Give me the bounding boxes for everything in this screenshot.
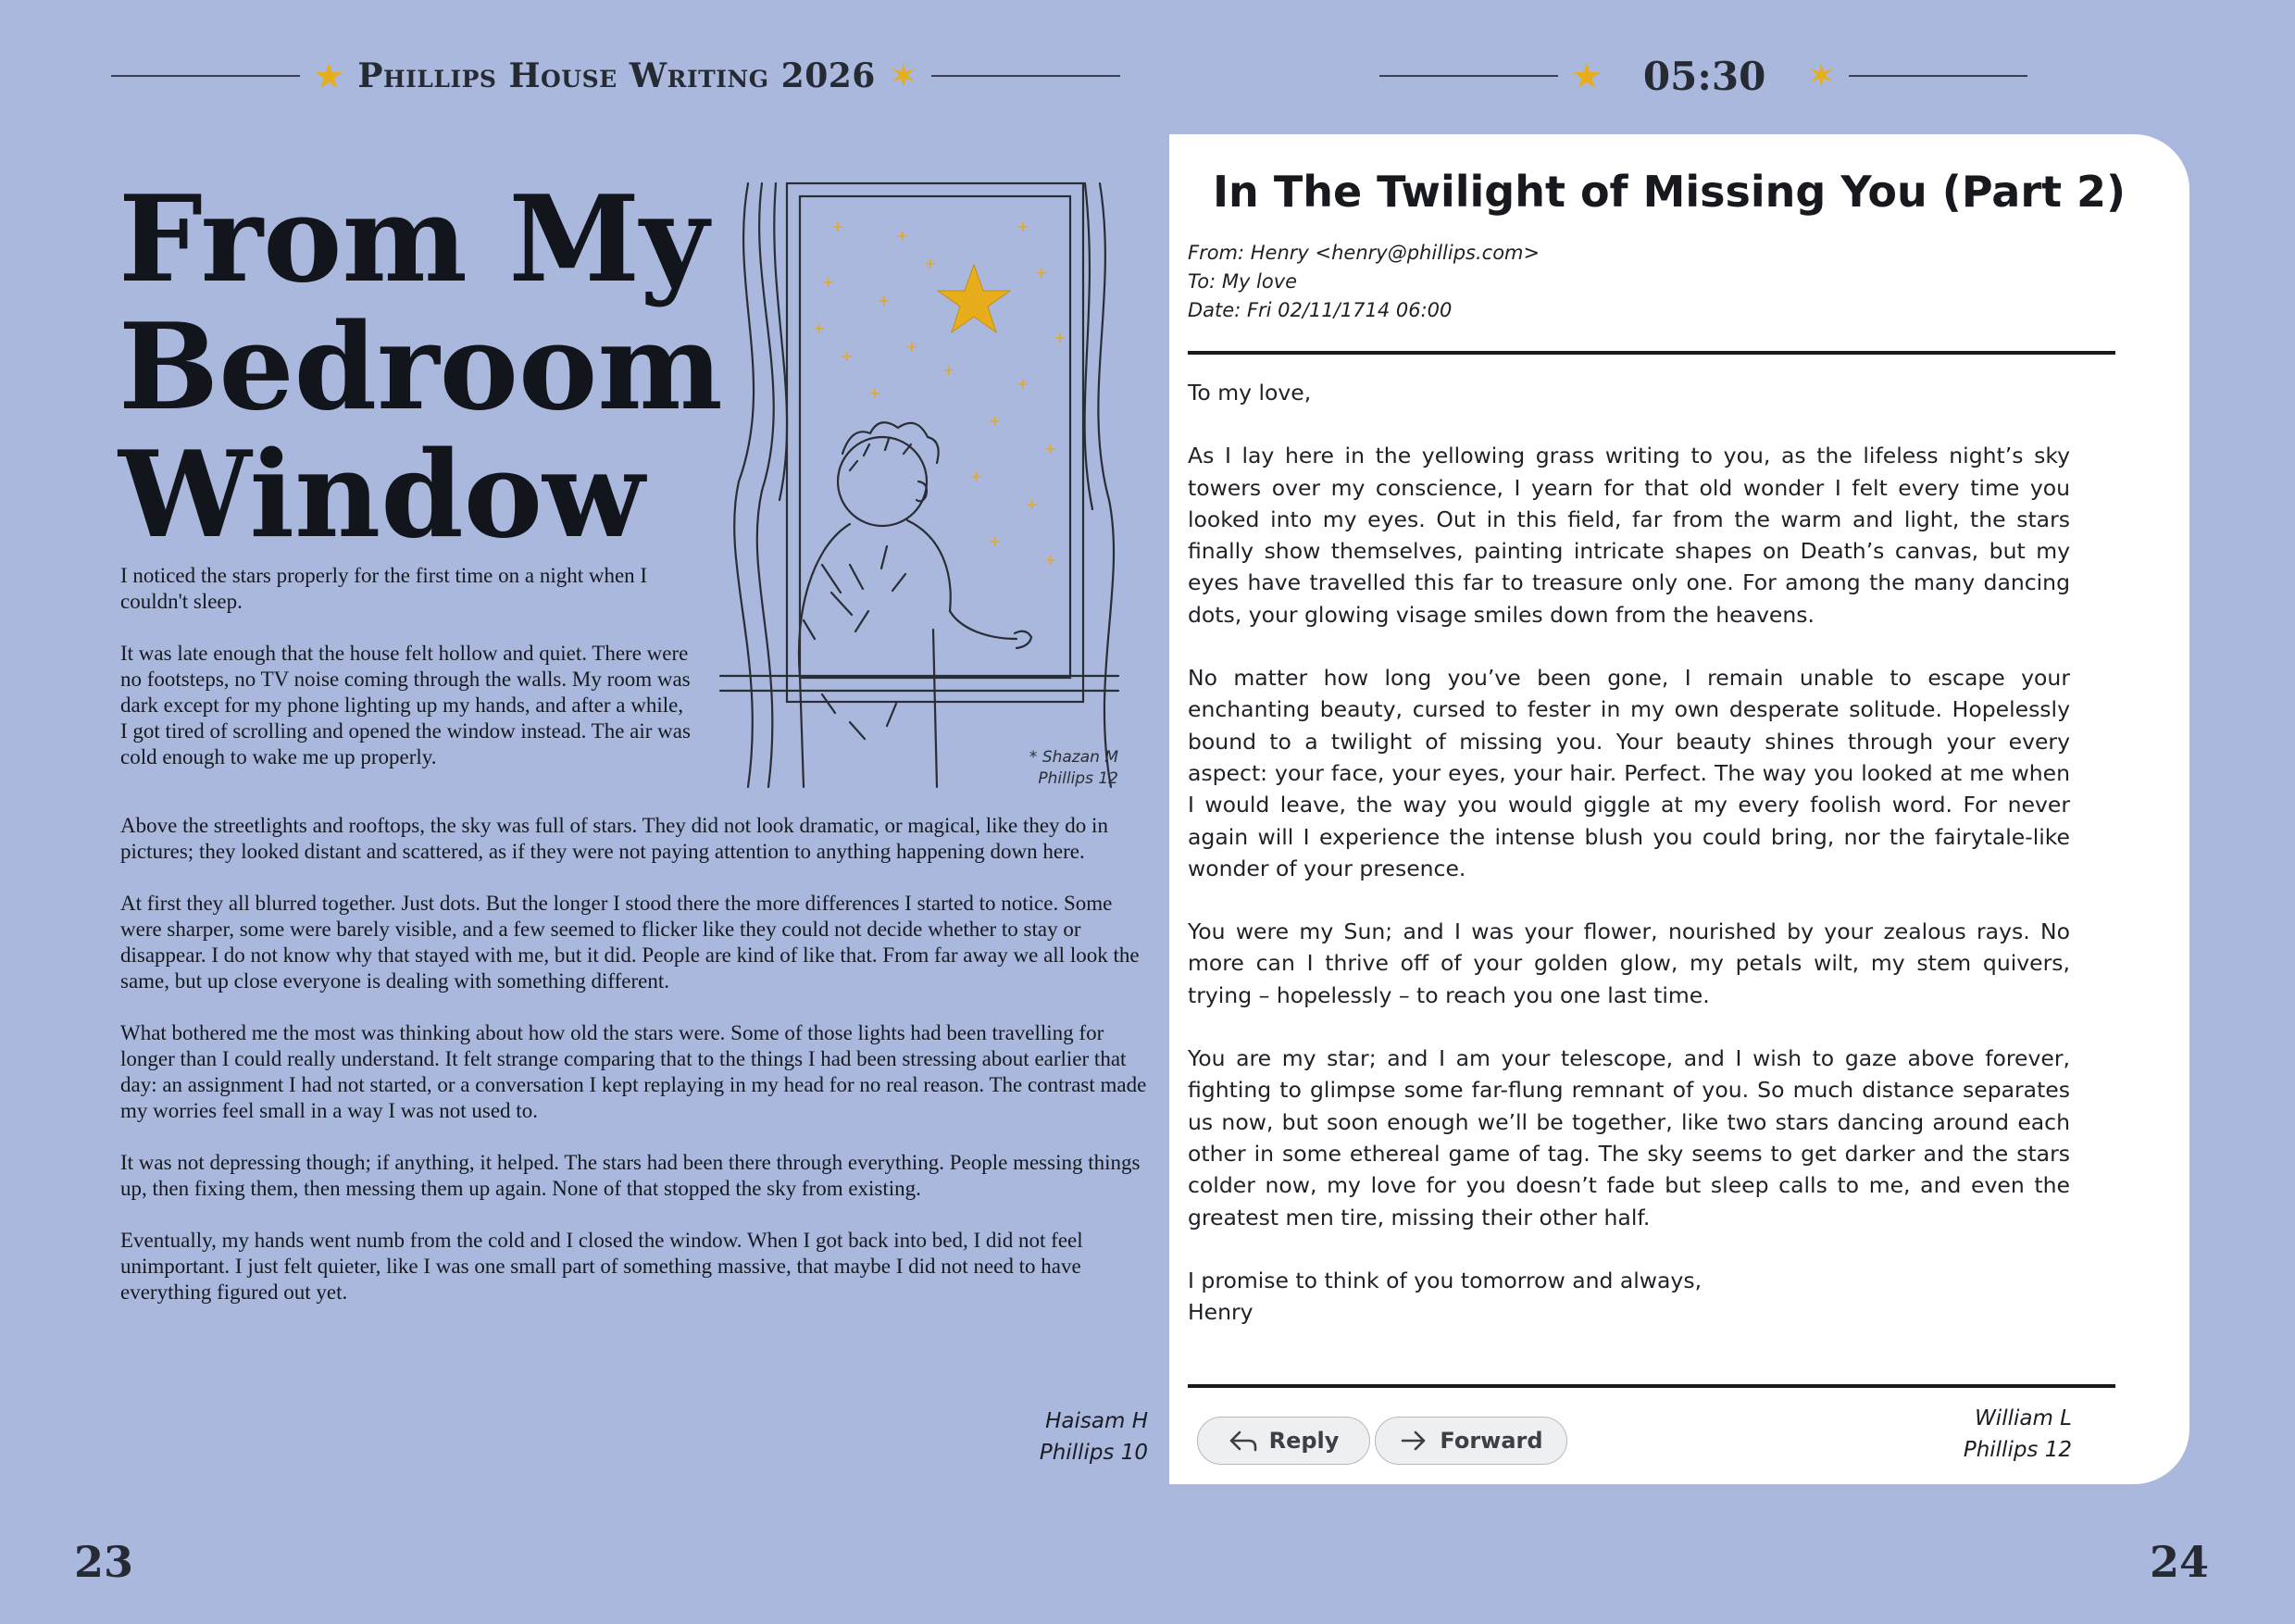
svg-text:+: + [1017, 218, 1029, 235]
svg-text:+: + [822, 273, 835, 291]
publication-title: Phillips House Writing 2026 [357, 56, 876, 95]
signature-name: William L [1975, 1406, 2072, 1430]
article-paragraph: It was not depressing though; if anything, it helped. The stars had been there through everything. People messing things up, then fixing them, then messing them up again. None of that stopped the sky from existing. [120, 1151, 1141, 1200]
page-number-left: 23 [74, 1537, 134, 1587]
article-title [118, 170, 723, 565]
svg-text:+: + [905, 338, 918, 356]
svg-text:+: + [831, 218, 844, 235]
reply-button[interactable] [1197, 1417, 1370, 1465]
title-line: Bedroom [118, 298, 723, 437]
email-greeting: To my love, [1188, 380, 1312, 406]
title-line: Window [118, 426, 645, 565]
article-paragraph: Above the streetlights and rooftops, the sky was full of stars. They did not look dramatic, or magical, like they do in pictures; they looked distant and scattered, as if they were not paying attention to anything happening down here. [120, 814, 1108, 863]
divider [1188, 1384, 2115, 1388]
header-rule [931, 75, 1120, 77]
header-rule [111, 75, 300, 77]
email-from: From: Henry <henry@phillips.com> [1188, 242, 1540, 264]
forward-button[interactable] [1375, 1417, 1567, 1465]
email-card [1169, 134, 2189, 1484]
svg-text:+: + [1044, 440, 1057, 457]
clock-time: 05:30 [1642, 53, 1766, 99]
svg-text:+: + [841, 347, 854, 365]
author-signature [954, 1405, 1148, 1468]
article-paragraph: It was late enough that the house felt hollow and quiet. There were no footsteps, no TV noise coming through the walls. My room was dark except for my phone lighting up my hands, and after a while, I got tired of scrolling and opened the window instead. The air was cold enough to wake me up properly. [120, 642, 691, 768]
svg-text:+: + [924, 255, 937, 272]
svg-text:+: + [1026, 495, 1039, 513]
article-paragraph: What bothered me the most was thinking about how old the stars were. Some of those lights had been travelling for longer than I could really understand. It felt strange comparing that to the things I had been stressing about earlier that day: an assignment I had not started, or a conversation I kept replaying in my head for no real reason. The contrast made my worries feel small in a way I was not used to. [120, 1021, 1147, 1122]
svg-text:+: + [942, 361, 955, 379]
svg-text:+: + [989, 412, 1002, 430]
window-drawing [711, 176, 1129, 796]
left-header [111, 48, 1120, 104]
article-body [120, 813, 1148, 1331]
forward-arrow-icon [1399, 1429, 1428, 1453]
email-metadata [1188, 239, 2021, 325]
signature-house: Phillips 12 [1963, 1438, 2072, 1462]
article-paragraph: Eventually, my hands went numb from the cold and I closed the window. When I got back into bed, I did not feel unimportant. I just felt quieter, like I was one small part of something massive, that maybe I did not need to have everything figured out yet. [120, 1229, 1083, 1304]
svg-text:+: + [896, 227, 909, 244]
svg-text:+: + [813, 319, 826, 337]
reply-label: Reply [1268, 1428, 1340, 1454]
reply-arrow-icon [1229, 1429, 1258, 1453]
email-closing: I promise to think of you tomorrow and always, [1188, 1267, 1703, 1293]
article-intro-column [120, 563, 694, 796]
header-rule [1849, 75, 2027, 77]
email-subject: In The Twilight of Missing You (Part 2) [1212, 167, 2127, 217]
email-paragraph: As I lay here in the yellowing grass writing to you, as the lifeless night’s sky towers over my conscience, I yearn for that old wonder I felt every time you looked into my eyes. Out in this field, far from the warm and light, the stars finally show themselves, painting intricate shapes on Death’s canvas, but my eyes have travelled this far to treasure only one. For among the many dancing dots, your glowing visage smiles down from the heavens. [1188, 443, 2070, 628]
email-paragraph: No matter how long you’ve been gone, I remain unable to escape your enchanting beauty, cursed to fester in my own desperate solitude. Hopelessly bound to a twilight of missing you. Your beauty shines through your every aspect: your face, your eyes, your hair. Perfect. The way you looked at me when I would leave, the way you would giggle at my every foolish word. For never again will I experience the intense blush you could bring, nor the fairytale-like wonder of your presence. [1188, 665, 2070, 881]
svg-text:+: + [878, 292, 891, 309]
svg-text:+: + [1017, 375, 1029, 393]
svg-text:+: + [1044, 551, 1057, 568]
email-body [1188, 377, 2070, 1328]
email-paragraph: You were my Sun; and I was your flower, nourished by your zealous rays. No more can I thrive off of your golden glow, my petals wilt, my stem quivers, trying – hopelessly – to reach you one last time. [1188, 918, 2070, 1008]
title-line: From My [118, 170, 709, 309]
forward-label: Forward [1440, 1428, 1543, 1454]
svg-text:+: + [1054, 329, 1066, 346]
svg-text:+: + [989, 532, 1002, 550]
email-signature [1942, 1403, 2072, 1466]
illustration-credit-name: * Shazan M [1029, 748, 1118, 767]
article-paragraph: At first they all blurred together. Just dots. But the longer I stood there the more differences I started to notice. Some were sharper, some were barely visible, and a few seemed to flicker like they could not decide whether to stay or disappear. I do not know why that stayed with me, but it did. People are kind of like that. From far away we all look the same, but up close everyone is dealing with something different. [120, 892, 1140, 993]
signature-house: Phillips 10 [1039, 1441, 1148, 1465]
header-rule [1379, 75, 1558, 77]
boy-at-window-illustration [711, 176, 1129, 796]
svg-text:+: + [970, 468, 983, 485]
star-icon: ✶ [1806, 56, 1837, 96]
right-header [1379, 48, 2027, 104]
email-sender-name: Henry [1188, 1299, 1254, 1326]
svg-text:+: + [868, 384, 881, 402]
star-icon: ✶ [888, 56, 918, 96]
email-date: Date: Fri 02/11/1714 06:00 [1188, 299, 1453, 321]
illustration-credit-house: Phillips 12 [1038, 769, 1118, 788]
article-paragraph: I noticed the stars properly for the first time on a night when I couldn't sleep. [120, 564, 648, 613]
divider [1188, 351, 2115, 355]
svg-text:+: + [1035, 264, 1048, 281]
email-paragraph: You are my star; and I am your telescope, and I wish to gaze above forever, fighting to glimpse some far-flung remnant of you. So much distance separates us now, but soon enough we’ll be together, like two stars dancing around each other in some ethereal game of tag. The sky seems to get darker and the stars colder now, my love for you doesn’t fade but sleep calls to me, and even the greatest men tire, missing their other half. [1188, 1045, 2070, 1230]
star-icon: ★ [313, 56, 345, 96]
page-number-right: 24 [2150, 1537, 2210, 1587]
email-to: To: My love [1188, 270, 1298, 293]
signature-name: Haisam H [1045, 1409, 1148, 1433]
star-icon: ★ [1570, 56, 1603, 96]
